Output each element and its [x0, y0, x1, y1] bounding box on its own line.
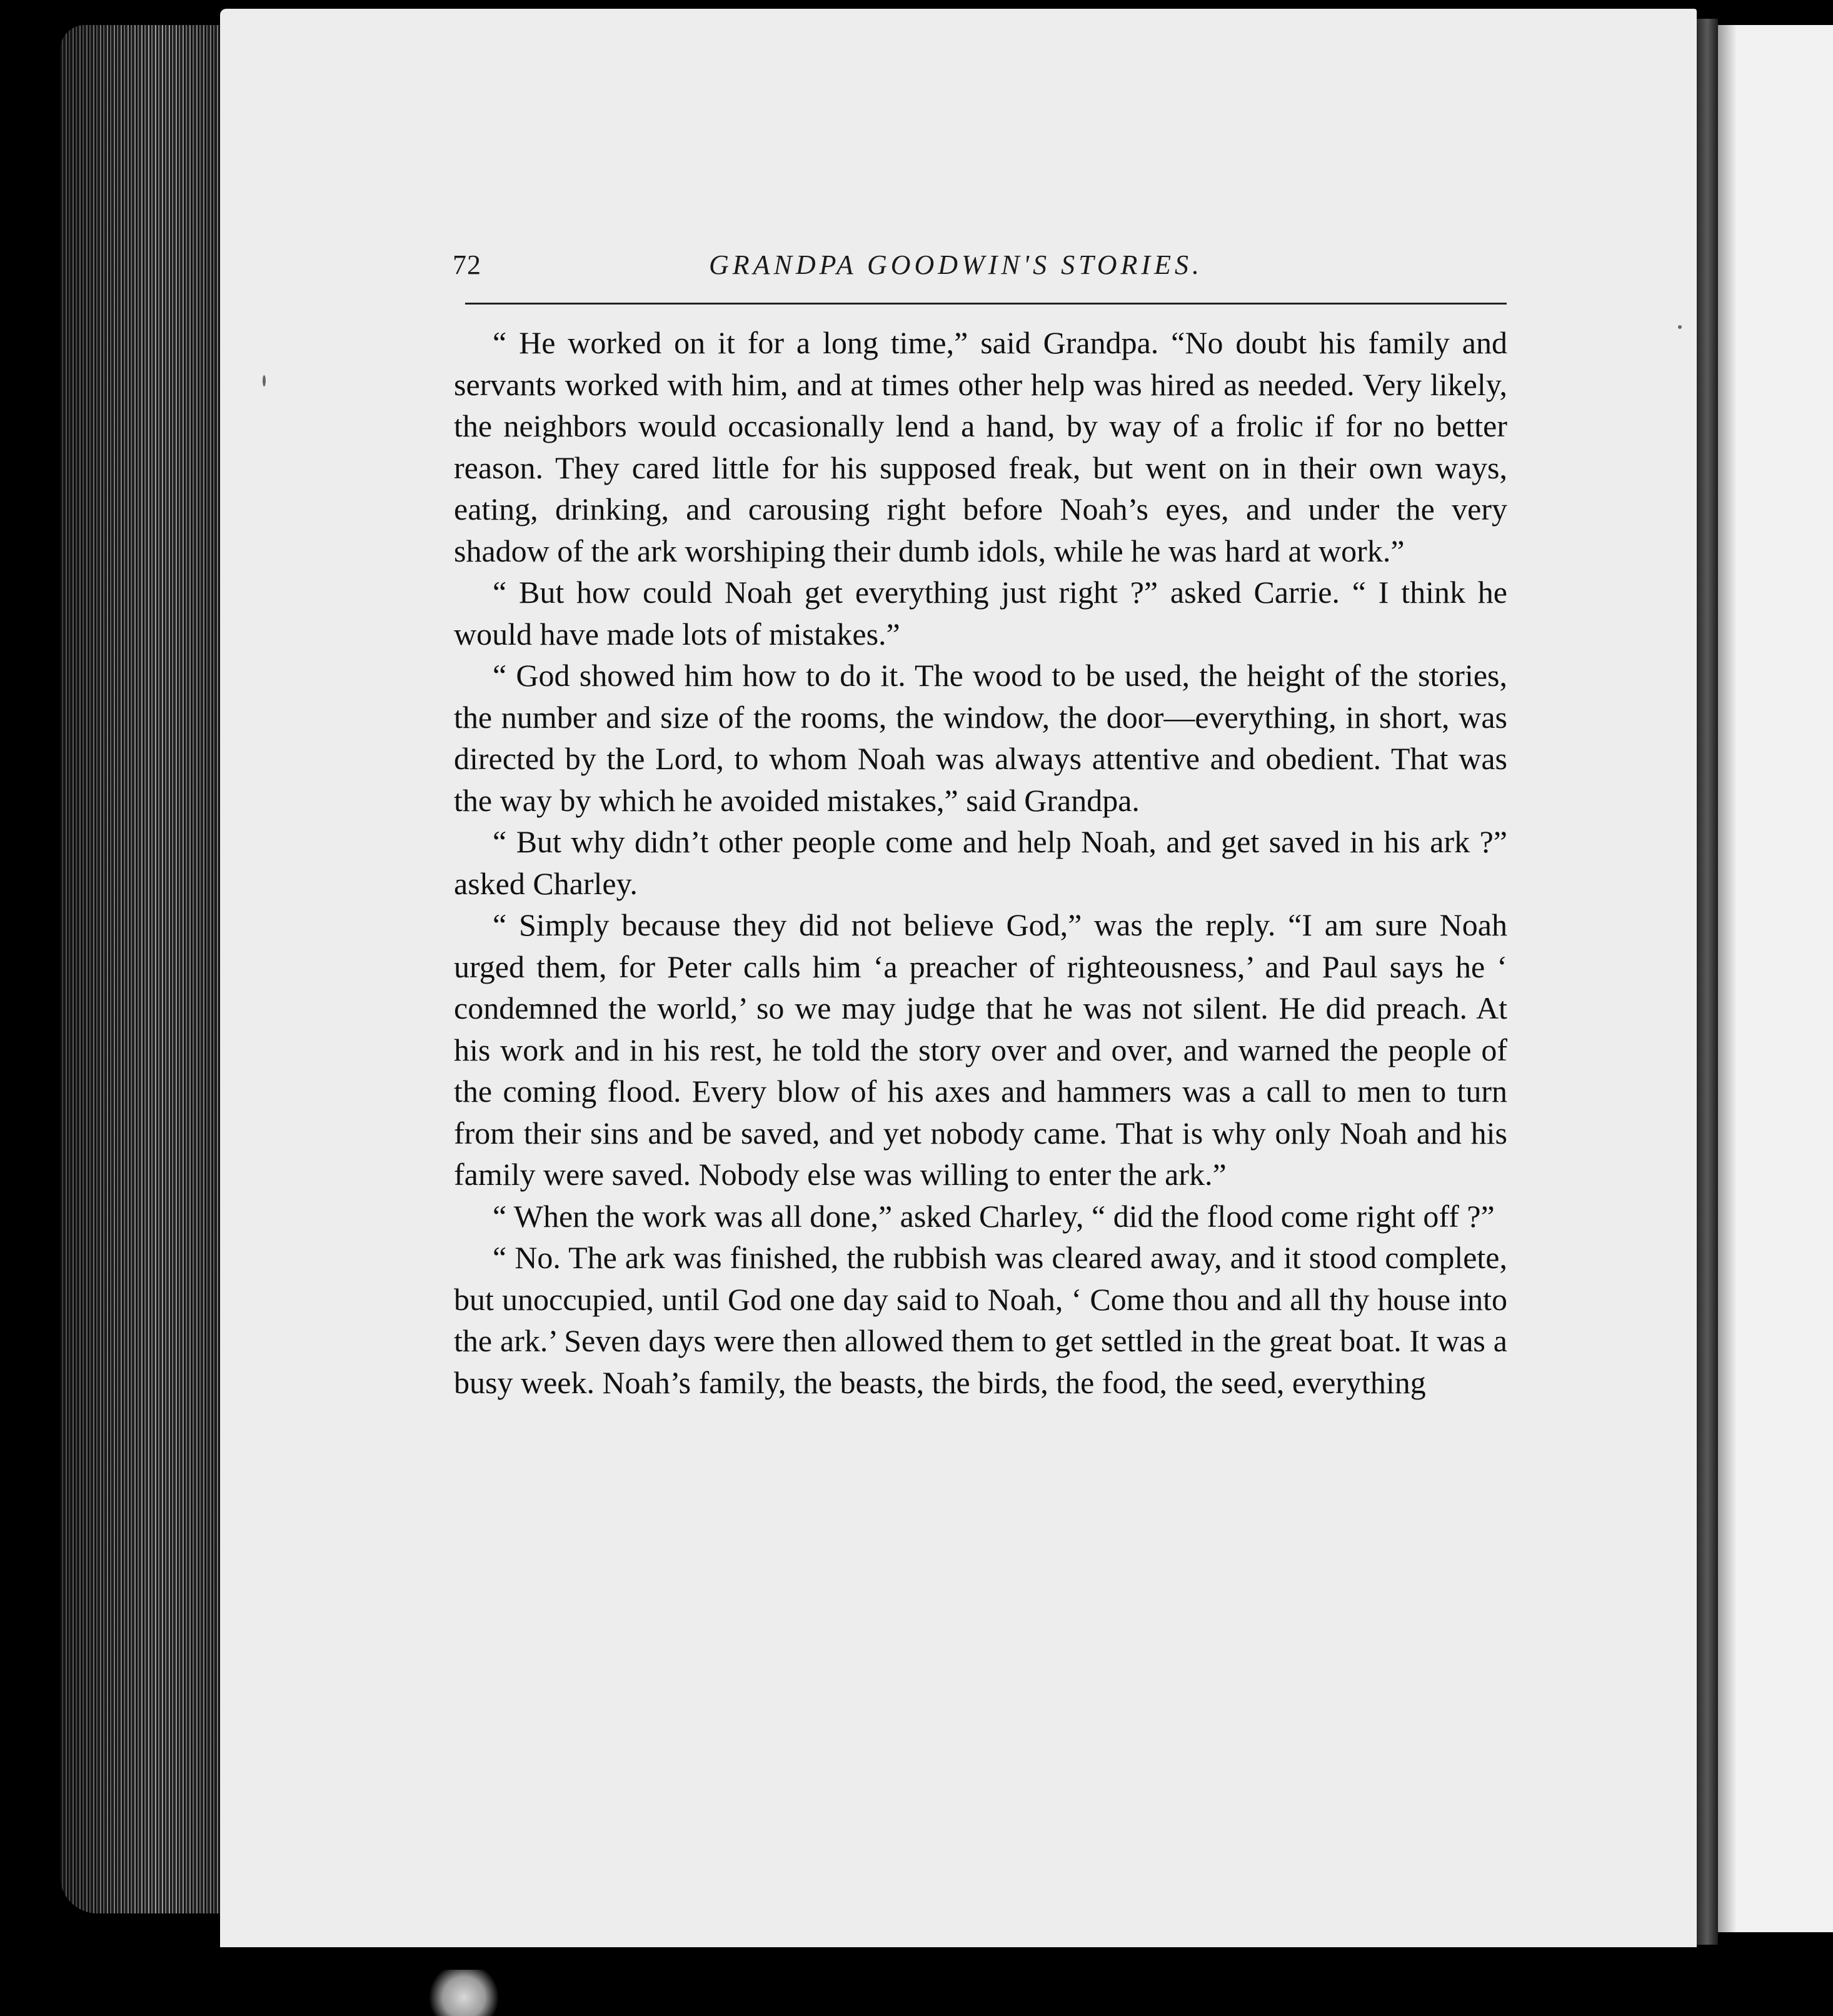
- paragraph: “ God showed him how to do it. The wood to be used, the height of the stories, the number and size of the rooms, the window, the door—everything, in short, was directed by the Lord, to whom Noah was always attentive and obedient. That was the way by which he avoided mistakes,” said Grandpa.: [454, 658, 1507, 818]
- paragraph: “ When the work was all done,” asked Charley, “ did the flood come right off ?”: [493, 1198, 1495, 1234]
- header-rule: [465, 303, 1507, 305]
- running-title: GRANDPA GOODWIN'S STORIES.: [709, 249, 1203, 280]
- paragraph: “ Simply because they did not believe God,” was the reply. “I am sure Noah urged them, for Peter calls him ‘a preacher of righteousness,’ and Paul says he ‘ condemned the world,’ so we may judge that he was not silent. He did preach. At his work and in his rest, he told the story over and over, and warned the people of the coming flood. Every blow of his axes and hammers was a call to men to turn from their sins and be saved, and yet nobody came. That is why only Noah and his family were saved. Nobody else was willing to enter the ark.”: [454, 907, 1507, 1192]
- paragraph: “ No. The ark was finished, the rubbish was cleared away, and it stood complete, but unoccupied, until God one day said to Noah, ‘ Come thou and all thy house into the ark.’ Seven days were then allowed them to get settled in the great boat. It was a busy week. Noah’s family, the beasts, the birds, the food, the seed, everything: [454, 1240, 1507, 1400]
- book-binding: [1697, 19, 1718, 1945]
- facing-page-shadow: [1718, 25, 1737, 1932]
- scan-speck: [1678, 325, 1682, 329]
- page-header: [453, 249, 1509, 305]
- page-edges-shadow: [60, 25, 223, 1913]
- scan-artifact: [426, 1970, 501, 2016]
- paragraph: “ He worked on it for a long time,” said Grandpa. “No doubt his family and servants worked with him, and at times other help was hired as needed. Very likely, the neighbors would occasionally lend a hand, by way of a frolic if for no better reason. They cared little for his supposed freak, but went on in their own ways, eating, drinking, and carousing right before Noah’s eyes, and under the very shadow of the ark worshiping their dumb idols, while he was hard at work.”: [454, 325, 1507, 568]
- paragraph: “ But why didn’t other people come and help Noah, and get saved in his ark ?” asked Charley.: [454, 824, 1507, 901]
- body-text: [454, 322, 1507, 1403]
- scan-speck: [263, 375, 266, 386]
- page-number: 72: [453, 249, 481, 280]
- paragraph: “ But how could Noah get everything just right ?” asked Carrie. “ I think he would have made lots of mistakes.”: [454, 575, 1507, 652]
